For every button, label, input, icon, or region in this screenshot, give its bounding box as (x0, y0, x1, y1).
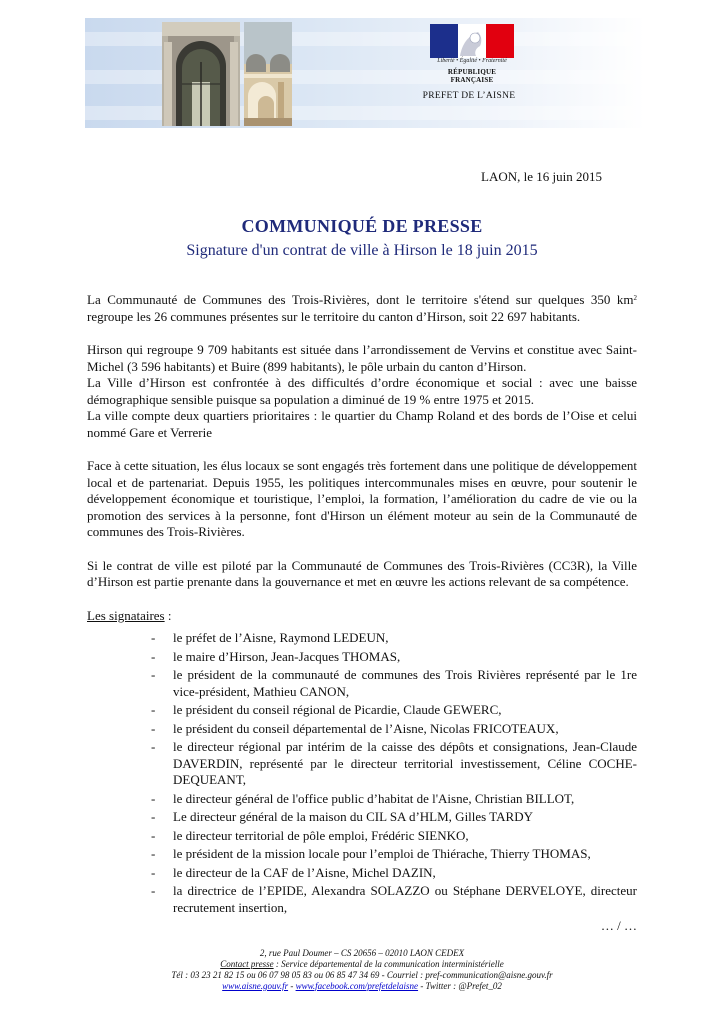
document-body (87, 292, 637, 935)
photo-archway (162, 22, 240, 126)
list-item: - le maire d’Hirson, Jean-Jacques THOMAS, (87, 649, 637, 666)
link-separator: - (288, 981, 296, 991)
paragraph-quarters: La ville compte deux quartiers prioritaires : le quartier du Champ Roland et des bords de l’Oise et celui nommé Gare et Verrerie (87, 408, 637, 440)
footer-contact (0, 959, 724, 970)
prefecture-label: PREFET DE L’AISNE (422, 91, 516, 101)
list-item: - le président de la mission locale pour l’emploi de Thiérache, Thierry THOMAS, (87, 846, 637, 863)
footer-address: 2, rue Paul Doumer – CS 20656 – 02010 LAON CEDEX (259, 948, 465, 958)
list-item: - le président du conseil régional de Picardie, Claude GEWERC, (87, 702, 637, 719)
signataires-label: Les signataires (87, 607, 165, 623)
list-item: - le directeur général de l'office public d’habitat de l'Aisne, Christian BILLOT, (87, 791, 637, 808)
footer-phones: Tél : 03 23 21 82 15 ou 06 07 98 05 83 ou 06 85 47 34 69 - Courriel : pref-communication@aisne.gouv.fr (171, 970, 553, 980)
superscript: 2 (633, 294, 637, 302)
paragraph-text: La Communauté de Communes des Trois-Rivières, dont le territoire s'étend sur quelques 350 km (87, 292, 634, 307)
logo-motto: Liberté • Égalité • Fraternité (437, 58, 507, 64)
twitter-handle: - Twitter : @Prefet_02 (418, 981, 502, 991)
list-item: - le préfet de l’Aisne, Raymond LEDEUN, (87, 630, 637, 647)
photo-arcade (244, 22, 292, 126)
list-item: - Le directeur général de la maison du CIL SA d’HLM, Gilles TARDY (87, 809, 637, 826)
list-item: - le président de la communauté de communes des Trois Rivières représenté par le 1re vice-président, Mathieu CANON, (87, 667, 637, 700)
contact-label: Contact presse (220, 959, 274, 969)
signataires-colon: : (164, 607, 172, 623)
list-item: - le président du conseil départemental de l’Aisne, Nicolas FRICOTEAUX, (87, 721, 637, 738)
paragraph-difficulties: La Ville d’Hirson est confrontée à des difficultés d’ordre économique et social : avec une baisse démographique sensible puisque sa population a diminué de 19 % entre 1975 et 2015. (87, 375, 637, 407)
paragraph-intro (87, 292, 637, 325)
document-date: LAON, le 16 juin 2015 (481, 169, 602, 184)
contact-text: : Service départemental de la communication interministérielle (273, 959, 504, 969)
paragraph-hirson: Hirson qui regroupe 9 709 habitants est située dans l’arrondissement de Vervins et constitue avec Saint-Michel (3 596 habitants) et Buire (899 habitants), le pôle urbain du canton d’Hirson. (87, 342, 637, 374)
paragraph-governance: Si le contrat de ville est piloté par la Communauté de Communes des Trois-Rivières (CC3R), la Ville d’Hirson est partie prenante dans la gouvernance et met en œuvre les actions relevant de sa compétence. (87, 557, 637, 589)
page-subtitle: Signature d'un contrat de ville à Hirson le 18 juin 2015 (186, 242, 538, 259)
website-link[interactable]: www.aisne.gouv.fr (222, 981, 289, 991)
list-item: - le directeur de la CAF de l’Aisne, Michel DAZIN, (87, 865, 637, 882)
continuation-mark: … / … (600, 918, 637, 933)
facebook-link[interactable]: www.facebook.com/prefetdelaisne (295, 981, 419, 991)
footer (0, 948, 724, 992)
paragraph-policy: Face à cette situation, les élus locaux se sont engagés très fortement dans une politique de développement local et de partenariat. Depuis 1955, les politiques intercommunales mises en œuvre, pour soutenir le développement économique et touristique, l’emploi, la formation, l’amélioration du cadre de vie ou la promotion des services à la personne, font d'Hirson un élément moteur au sein de la Communauté de communes des Trois-Rivières. (87, 458, 637, 539)
list-item: - le directeur régional par intérim de la caisse des dépôts et consignations, Jean-Claude DAVERDIN, représenté par le directeur territorial investissement, Céline COCHE-DEQUEANT, (87, 739, 637, 789)
page-title: COMMUNIQUÉ DE PRESSE (241, 216, 483, 236)
paragraph-text: regroupe les 26 communes présentes sur le territoire du canton d’Hirson, soit 22 697 habitants. (87, 308, 581, 324)
footer-links (0, 981, 724, 992)
list-item: - le directeur territorial de pôle emploi, Frédéric SIENKO, (87, 828, 637, 845)
signataires-heading (87, 608, 637, 625)
list-item: - la directrice de l’EPIDE, Alexandra SOLAZZO ou Stéphane DERVELOYE, directeur recrutement insertion, (87, 883, 637, 916)
signataires-list (87, 630, 637, 916)
logo-republique-francaise: RÉPUBLIQUE FRANÇAISE (447, 68, 497, 84)
